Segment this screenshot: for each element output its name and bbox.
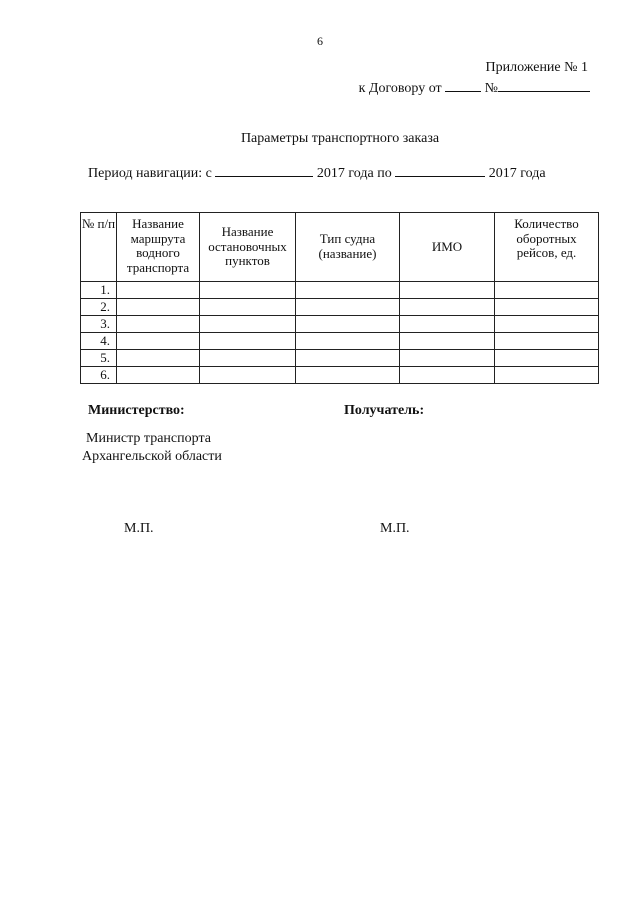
row-number: 1. <box>81 282 117 299</box>
document-title: Параметры транспортного заказа <box>240 131 440 146</box>
table-row <box>81 316 599 333</box>
stops-cell <box>200 333 296 350</box>
table-header-row <box>81 213 599 282</box>
imo-cell <box>400 333 495 350</box>
stops-cell <box>200 299 296 316</box>
ministry-signer-title: Министр транспорта <box>86 431 211 446</box>
vessel-cell <box>296 350 400 367</box>
contract-number-blank <box>498 79 590 92</box>
stops-cell <box>200 316 296 333</box>
navigation-period <box>88 164 546 182</box>
trips-cell <box>495 333 599 350</box>
row-number: 3. <box>81 316 117 333</box>
ministry-label: Министерство: <box>88 403 185 418</box>
table-row <box>81 282 599 299</box>
stops-cell <box>200 350 296 367</box>
column-header-imo: ИМО <box>400 213 495 282</box>
contract-number-sign: № <box>484 81 498 96</box>
trips-cell <box>495 367 599 384</box>
stops-cell <box>200 367 296 384</box>
route-cell <box>117 299 200 316</box>
trips-cell <box>495 316 599 333</box>
route-cell <box>117 333 200 350</box>
column-header-trips: Количество оборотных рейсов, ед. <box>495 213 599 282</box>
imo-cell <box>400 282 495 299</box>
column-header-number: № п/п <box>81 213 117 282</box>
imo-cell <box>400 350 495 367</box>
ministry-signer <box>82 430 222 465</box>
row-number: 5. <box>81 350 117 367</box>
route-cell <box>117 367 200 384</box>
imo-cell <box>400 367 495 384</box>
route-cell <box>117 316 200 333</box>
table-row <box>81 333 599 350</box>
stamp-placeholder-recipient: М.П. <box>380 521 410 536</box>
contract-prefix: к Договору от <box>358 81 442 96</box>
row-number: 4. <box>81 333 117 350</box>
stamp-placeholder-ministry: М.П. <box>124 521 154 536</box>
appendix-heading: Приложение № 1 <box>485 60 588 75</box>
column-header-vessel-type: Тип судна (название) <box>296 213 400 282</box>
table-row <box>81 367 599 384</box>
column-header-stops: Название остановочных пунктов <box>200 213 296 282</box>
ministry-signer-region: Архангельской области <box>82 448 222 464</box>
table-row <box>81 350 599 367</box>
contract-reference <box>359 79 590 97</box>
imo-cell <box>400 299 495 316</box>
page-number: 6 <box>317 34 323 48</box>
period-end-blank <box>395 164 485 177</box>
trips-cell <box>495 282 599 299</box>
vessel-cell <box>296 299 400 316</box>
route-cell <box>117 350 200 367</box>
period-start-blank <box>215 164 313 177</box>
row-number: 2. <box>81 299 117 316</box>
transport-order-table <box>80 212 599 384</box>
recipient-label: Получатель: <box>344 403 425 418</box>
trips-cell <box>495 299 599 316</box>
vessel-cell <box>296 367 400 384</box>
period-year-text-2: 2017 года <box>488 166 546 181</box>
contract-date-blank <box>445 79 481 92</box>
imo-cell <box>400 316 495 333</box>
vessel-cell <box>296 282 400 299</box>
row-number: 6. <box>81 367 117 384</box>
vessel-cell <box>296 316 400 333</box>
period-year-text-1: 2017 года по <box>316 166 392 181</box>
stops-cell <box>200 282 296 299</box>
table-row <box>81 299 599 316</box>
route-cell <box>117 282 200 299</box>
column-header-route: Название маршрута водного транспорта <box>117 213 200 282</box>
trips-cell <box>495 350 599 367</box>
vessel-cell <box>296 333 400 350</box>
navigation-period-label: Период навигации: с <box>88 166 212 181</box>
